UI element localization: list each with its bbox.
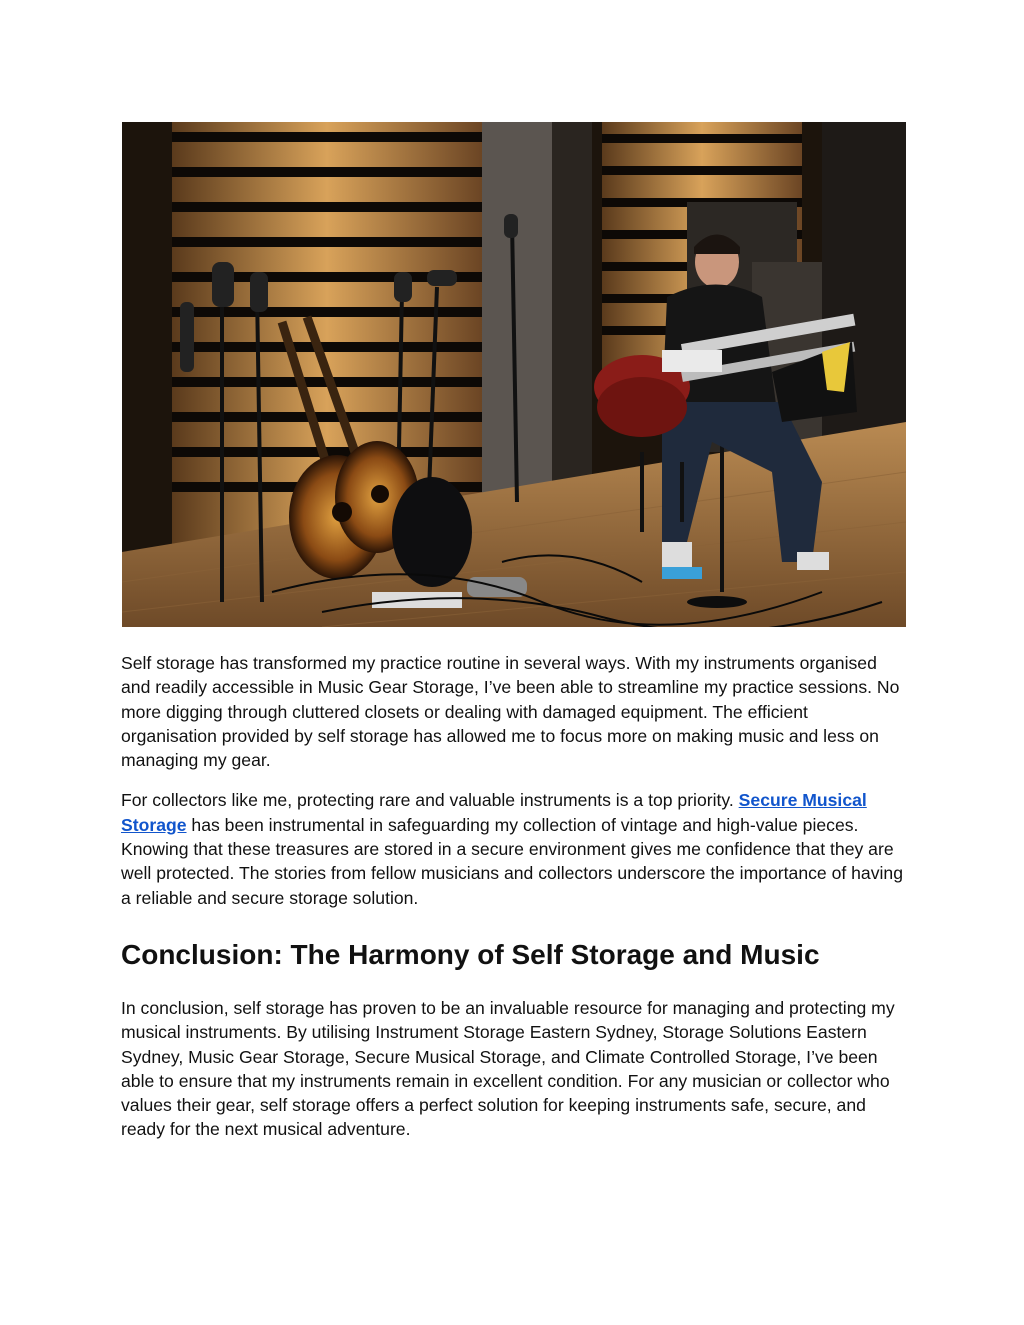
paragraph-collectors (121, 788, 905, 909)
studio-photo-illustration (122, 122, 906, 627)
paragraph-collectors-intro: For collectors like me, protecting rare and valuable instruments is a top priority. (121, 790, 739, 811)
secure-musical-storage-link[interactable]: Secure Musical Storage (121, 790, 867, 835)
conclusion-heading: Conclusion: The Harmony of Self Storage and Music (121, 938, 820, 970)
paragraph-practice-routine: Self storage has transformed my practice routine in several ways. With my instruments organised and readily accessible in Music Gear Storage, I’ve been able to streamline my practice sessions. No more digging through cluttered closets or dealing with damaged equipment. The efficient organisation provided by self storage has allowed me to focus more on making music and less on managing my gear. (121, 653, 900, 771)
paragraph-conclusion: In conclusion, self storage has proven to be an invaluable resource for managing and protecting my musical instruments. By utilising Instrument Storage Eastern Sydney, Storage Solutions Eastern Sydney, Music Gear Storage, Secure Musical Storage, and Climate Controlled Storage, I’ve been able to ensure that my instruments remain in excellent condition. For any musician or collector who values their gear, self storage offers a perfect solution for keeping instruments safe, secure, and ready for the next musical adventure. (121, 997, 895, 1140)
article-body (121, 651, 905, 1158)
paragraph-collectors-rest: has been instrumental in safeguarding my collection of vintage and high-value pieces. Knowing that these treasures are stored in a secure environment gives me confidence that they are well protected. The stories from fellow musicians and collectors underscore the importance of having a reliable and secure storage solution. (121, 814, 903, 908)
studio-photo (122, 122, 906, 627)
